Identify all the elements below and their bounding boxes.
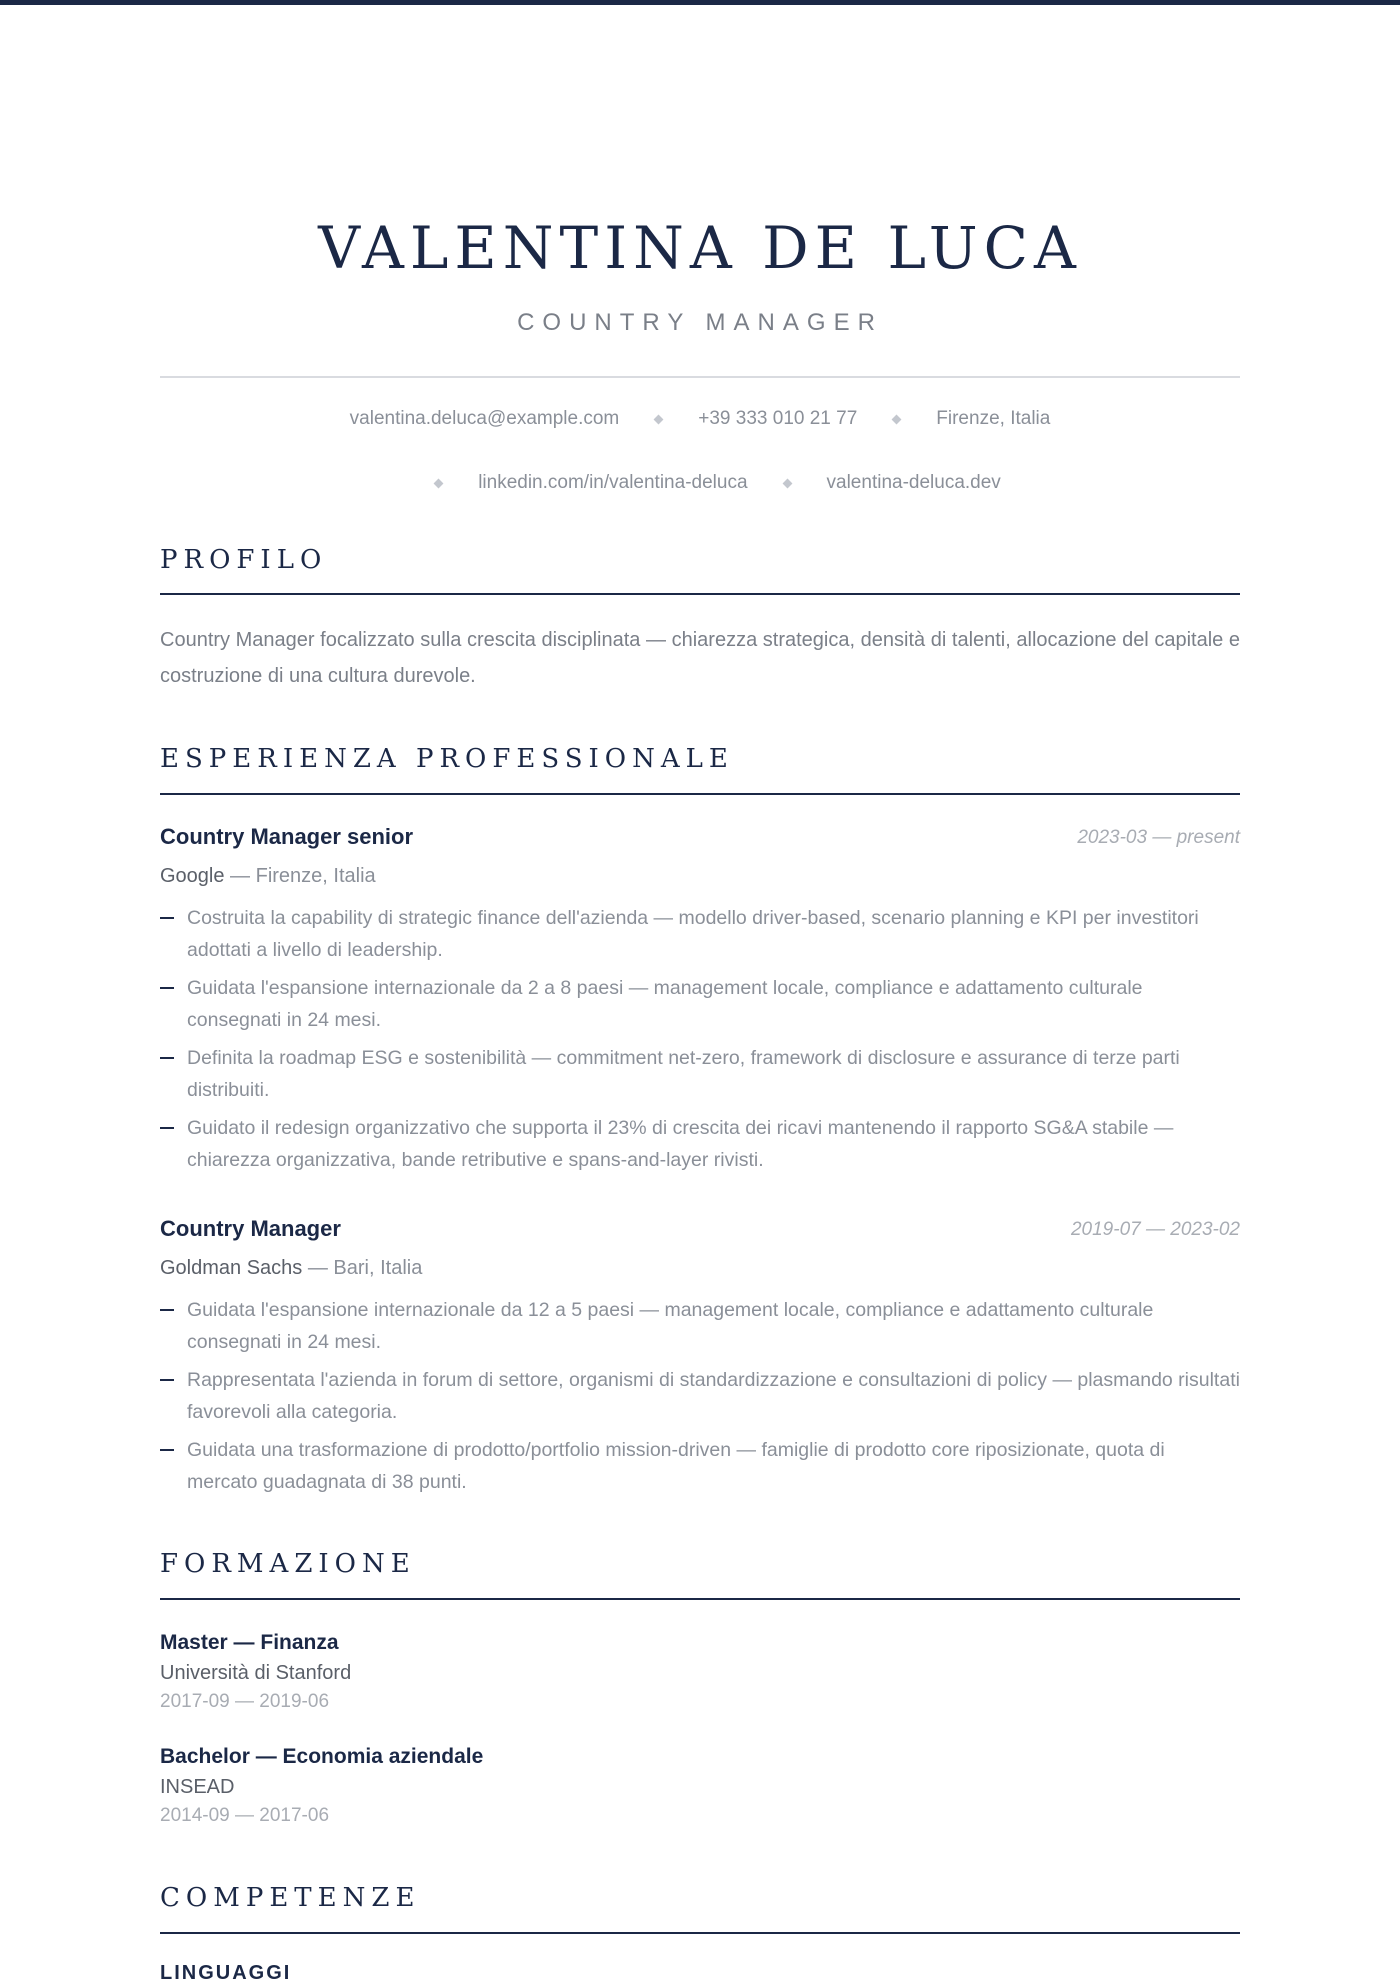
skill-category-title: LINGUAGGI xyxy=(160,1962,292,1984)
job-dates: 2023-03 — present xyxy=(1077,827,1240,848)
diamond-separator-icon xyxy=(892,414,902,424)
section-divider xyxy=(160,593,1240,595)
achievement-text: Definita la roadmap ESG e sostenibilità — commitment net-zero, framework di disclosure e assurance di terze parti distribuiti. xyxy=(187,1047,1180,1101)
education-dates: 2014-09 — 2017-06 xyxy=(160,1805,330,1826)
achievement-item xyxy=(160,1364,1240,1428)
education-degree: Master — Finanza xyxy=(160,1631,339,1654)
education-school: INSEAD xyxy=(160,1776,235,1798)
dash-bullet-icon xyxy=(160,917,174,919)
job-location: — Bari, Italia xyxy=(302,1257,423,1279)
achievement-item xyxy=(160,1112,1240,1176)
contact-location: Firenze, Italia xyxy=(936,408,1051,429)
section-divider xyxy=(160,793,1240,795)
section-divider xyxy=(160,1932,1240,1934)
achievement-item xyxy=(160,1042,1240,1106)
education-school: Università di Stanford xyxy=(160,1662,352,1684)
education-item xyxy=(160,1628,1240,1716)
dash-bullet-icon xyxy=(160,1379,174,1381)
contact-row-primary xyxy=(160,405,1240,433)
achievement-item xyxy=(160,902,1240,966)
header-divider xyxy=(160,376,1240,378)
dash-bullet-icon xyxy=(160,1127,174,1129)
achievement-text: Guidato il redesign organizzativo che supporta il 23% di crescita dei ricavi mantenendo il rapporto SG&A stabile — chiarezza organizzativa, bande retributive e spans-and-layer rivisti. xyxy=(187,1117,1174,1171)
dash-bullet-icon xyxy=(160,987,174,989)
diamond-separator-icon xyxy=(654,414,664,424)
top-accent-bar xyxy=(0,0,1400,5)
contact-website[interactable]: valentina-deluca.dev xyxy=(826,472,1001,493)
profile-summary: Country Manager focalizzato sulla crescita disciplinata — chiarezza strategica, densità di talenti, allocazione del capitale e costruzione di una cultura durevole. xyxy=(160,629,1240,687)
achievement-text: Costruita la capability di strategic finance dell'azienda — modello driver-based, scenario planning e KPI per investitori adottati a livello di leadership. xyxy=(187,907,1199,961)
dash-bullet-icon xyxy=(160,1309,174,1311)
job-title: Country Manager xyxy=(160,1216,341,1241)
section-divider xyxy=(160,1598,1240,1600)
section-title-profile: PROFILO xyxy=(160,545,328,575)
education-degree: Bachelor — Economia aziendale xyxy=(160,1745,484,1768)
section-title-education: FORMAZIONE xyxy=(160,1549,416,1579)
experience-item xyxy=(160,1214,1240,1504)
contact-row-secondary xyxy=(160,469,1240,497)
job-location: — Firenze, Italia xyxy=(224,865,376,887)
achievement-text: Guidata l'espansione internazionale da 12 a 5 paesi — management locale, compliance e adattamento culturale consegnati in 24 mesi. xyxy=(187,1299,1154,1353)
section-title-skills: COMPETENZE xyxy=(160,1883,421,1913)
education-dates: 2017-09 — 2019-06 xyxy=(160,1691,330,1712)
contact-email[interactable]: valentina.deluca@example.com xyxy=(349,408,620,429)
job-company-line xyxy=(160,1254,1240,1282)
achievement-text: Guidata l'espansione internazionale da 2 a 8 paesi — management locale, compliance e adattamento culturale consegnati in 24 mesi. xyxy=(187,977,1143,1031)
candidate-role: COUNTRY MANAGER xyxy=(517,309,883,336)
achievement-item xyxy=(160,972,1240,1036)
achievement-text: Rappresentata l'azienda in forum di settore, organismi di standardizzazione e consultazioni di policy — plasmando risultati favorevoli alla categoria. xyxy=(187,1369,1240,1423)
job-company-line xyxy=(160,862,1240,890)
company-name: Goldman Sachs xyxy=(160,1257,303,1279)
achievement-item xyxy=(160,1434,1240,1498)
experience-item xyxy=(160,822,1240,1182)
contact-phone[interactable]: +39 333 010 21 77 xyxy=(698,408,858,429)
education-item xyxy=(160,1742,1240,1830)
achievement-text: Guidata una trasformazione di prodotto/portfolio mission-driven — famiglie di prodotto core riposizionate, quota di mercato guadagnata di 38 punti. xyxy=(187,1439,1165,1493)
job-dates: 2019-07 — 2023-02 xyxy=(1070,1219,1240,1240)
diamond-separator-icon xyxy=(782,478,792,488)
candidate-name: VALENTINA DE LUCA xyxy=(318,214,1082,282)
contact-linkedin[interactable]: linkedin.com/in/valentina-deluca xyxy=(478,472,748,493)
achievement-list xyxy=(160,902,1240,1176)
diamond-separator-icon xyxy=(434,478,444,488)
section-title-experience: ESPERIENZA PROFESSIONALE xyxy=(160,744,734,774)
job-title: Country Manager senior xyxy=(160,824,414,849)
dash-bullet-icon xyxy=(160,1449,174,1451)
company-name: Google xyxy=(160,865,225,887)
achievement-item xyxy=(160,1294,1240,1358)
achievement-list xyxy=(160,1294,1240,1498)
dash-bullet-icon xyxy=(160,1057,174,1059)
